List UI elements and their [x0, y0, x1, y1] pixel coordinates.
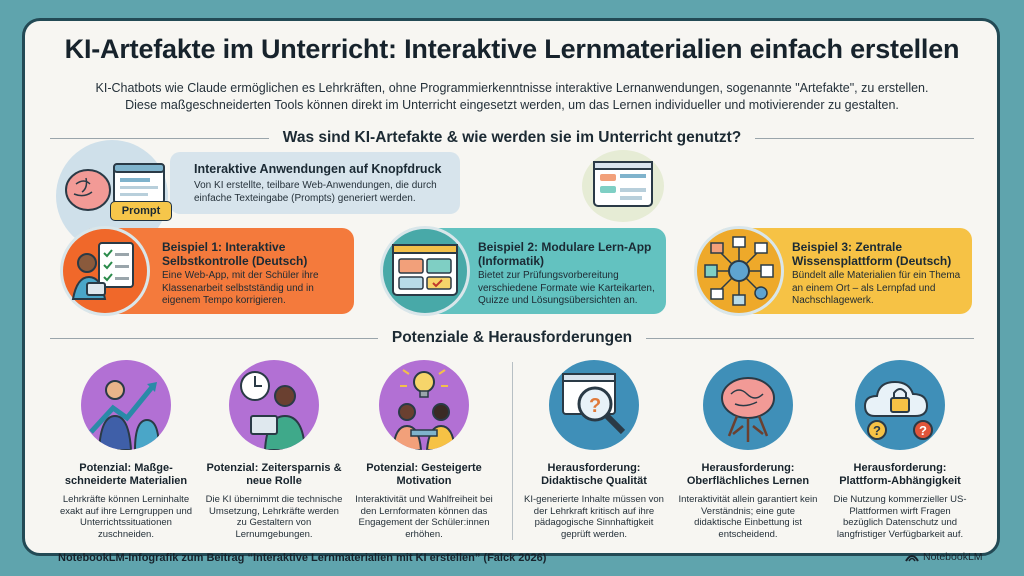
- potential-1-description: Lehrkräfte können Lerninhalte exakt auf ihre Lerngruppen und Unterrichtssituationen zuschneiden.: [59, 494, 193, 540]
- intro-line-1: KI-Chatbots wie Claude ermöglichen es Lehrkräften, ohne Programmierkenntnisse interaktive Lernanwendungen, sogenannte "Artefakte", zu erstellen.: [95, 81, 929, 95]
- potential-item-3: [354, 360, 494, 540]
- challenge-item-3: [830, 360, 970, 540]
- section-heading-artefakte: [50, 128, 974, 148]
- section-heading-potenziale: [50, 328, 974, 348]
- knowledge-hub-icon: [694, 226, 784, 316]
- potential-1-heading: Potenzial: Maßge-schneiderte Materialien: [64, 462, 188, 487]
- hero-heading: Interaktive Anwendungen auf Knopfdruck: [194, 162, 442, 176]
- svg-text:?: ?: [589, 395, 602, 417]
- brand-name: NotebookLM: [923, 551, 983, 563]
- example-card-2: [402, 228, 666, 314]
- potential-2-description: Die KI übernimmt die technische Umsetzung, Lehrkräfte werden zu Gestaltern von Lernumgebungen.: [205, 494, 343, 540]
- example-2-heading: Beispiel 2: Modulare Lern-App (Informatik): [478, 240, 652, 268]
- clock-teacher-icon: [229, 360, 319, 450]
- lightbulb-students-icon: [379, 360, 469, 450]
- cloud-lock-icon: [855, 360, 945, 450]
- intro-text: [70, 80, 954, 114]
- tailor-icon: [81, 360, 171, 450]
- page-title: KI-Artefakte im Unterricht: Interaktive Lernmaterialien einfach erstellen: [64, 34, 960, 64]
- section-title-artefakte: Was sind KI-Artefakte & wie werden sie im Unterricht genutzt?: [282, 129, 742, 146]
- brain-roots-icon: [703, 360, 793, 450]
- challenge-3-description: Die Nutzung kommerzieller US-Plattformen wirft Fragen bezüglich Datenschutz und langfristiger Verfügbarkeit auf.: [833, 494, 967, 540]
- challenge-2-description: Interaktivität allein garantiert kein Verständnis; eine gute didaktische Einbettung ist entscheidend.: [678, 494, 818, 540]
- challenge-item-1: [524, 360, 664, 540]
- challenge-1-description: KI-generierte Inhalte müssen von der Lehrkraft kritisch auf ihre pädagogische Sinnhaftigkeit geprüft werden.: [524, 494, 664, 540]
- notebooklm-icon: [905, 552, 919, 562]
- example-card-3: [716, 228, 972, 314]
- svg-text:?: ?: [919, 423, 927, 438]
- potential-item-1: [56, 360, 196, 540]
- challenge-2-heading: Herausforderung: Oberflächliches Lernen: [686, 462, 810, 487]
- example-card-1: [82, 228, 354, 314]
- potential-3-description: Interaktivität und Wahlfreiheit bei den Lernformaten können das Engagement der Schüler:innen erhöhen.: [355, 494, 493, 540]
- challenge-3-heading: Herausforderung: Plattform-Abhängigkeit: [839, 462, 961, 487]
- checklist-tablet-icon: [60, 226, 150, 316]
- example-3-heading: Beispiel 3: Zentrale Wissensplattform (Deutsch): [792, 240, 952, 268]
- hero-description: Von KI erstellte, teilbare Web-Anwendungen, die durch einfache Texteingabe (Prompts) generiert werden.: [194, 180, 437, 204]
- brand-logo: [905, 551, 983, 563]
- example-1-description: Eine Web-App, mit der Schüler ihre Klassenarbeit selbstständig und in eigenem Tempo korrigieren.: [162, 270, 319, 306]
- section-title-potenziale: Potenziale & Herausforderungen: [391, 329, 633, 346]
- challenge-item-2: [678, 360, 818, 540]
- example-3-description: Bündelt alle Materialien für ein Thema an einem Ort – als Lernpfad und Nachschlagewerk.: [792, 270, 961, 306]
- footer-caption: NotebookLM-Infografik zum Beitrag “Interaktive Lernmaterialien mit KI erstellen” (Falck 2026): [58, 552, 547, 564]
- potential-3-heading: Potenzial: Gesteigerte Motivation: [366, 462, 482, 487]
- challenge-1-heading: Herausforderung: Didaktische Qualität: [541, 462, 647, 487]
- hero-box: [170, 152, 460, 214]
- modular-app-icon: [380, 226, 470, 316]
- column-divider: [512, 362, 513, 540]
- magnifier-question-icon: [549, 360, 639, 450]
- web-app-screens-icon: [582, 150, 664, 222]
- prompt-tag: Prompt: [110, 201, 172, 221]
- svg-text:?: ?: [873, 423, 881, 438]
- potential-item-2: [204, 360, 344, 540]
- example-2-description: Bietet zur Prüfungsvorbereitung verschiedene Formate wie Karteikarten, Quizze und Lösungsübersichten an.: [478, 270, 655, 306]
- intro-line-2: Diese maßgeschneiderten Tools können direkt im Unterricht eingesetzt werden, um das Lernen individueller und motivierender zu gestalten.: [125, 98, 899, 112]
- potential-2-heading: Potenzial: Zeitersparnis & neue Rolle: [206, 462, 342, 487]
- example-1-heading: Beispiel 1: Interaktive Selbstkontrolle (Deutsch): [162, 240, 308, 268]
